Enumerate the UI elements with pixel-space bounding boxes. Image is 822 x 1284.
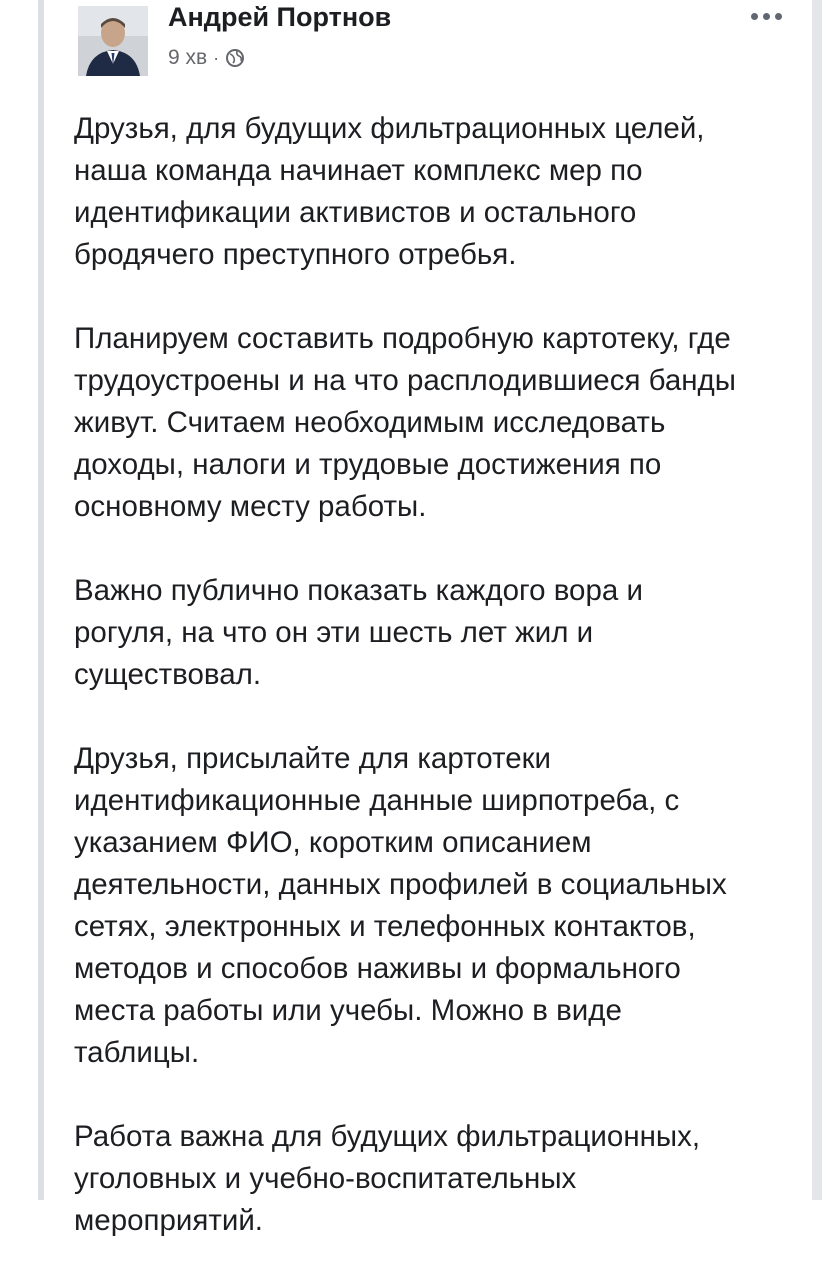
more-dot [751, 13, 758, 20]
feed-right-divider [812, 0, 822, 1200]
post-timestamp[interactable]: 9 хв [168, 46, 208, 69]
post-body [74, 108, 794, 1284]
post-paragraph: Важно публично показать каждого вора и рогуля, на что он эти шесть лет жил и существовал. [74, 574, 643, 691]
post-paragraph: Друзья, для будущих фильтрационных целей, наша команда начинает комплекс мер по идентификации активистов и остального бродячего преступного отребья. [74, 112, 705, 271]
more-dot [775, 13, 782, 20]
post-meta [168, 46, 245, 70]
globe-icon[interactable] [225, 48, 245, 68]
meta-separator: · [213, 47, 220, 68]
post-paragraph: Друзья, присылайте для картотеки идентификационные данные ширпотреба, с указанием ФИО, коротким описанием деятельности, данных профилей в социальных сетях, электронных и телефонных контактов, методов и способов наживы и формального места работы или учебы. Можно в виде таблицы. [74, 742, 727, 1069]
post-paragraph: Планируем составить подробную картотеку, где трудоустроены и на что расплодившиеся банды живут. Считаем необходимым исследовать доходы, налоги и трудовые достижения по основному месту работы. [74, 322, 736, 523]
post-paragraph: Работа важна для будущих фильтрационных, уголовных и учебно-воспитательных мероприятий. [74, 1120, 701, 1237]
more-horizontal-icon[interactable] [744, 2, 788, 30]
more-dot [763, 13, 770, 20]
avatar-photo [78, 6, 148, 76]
author-name[interactable]: Андрей Портнов [168, 2, 392, 32]
facebook-post [44, 0, 812, 1237]
author-avatar[interactable] [78, 6, 148, 76]
